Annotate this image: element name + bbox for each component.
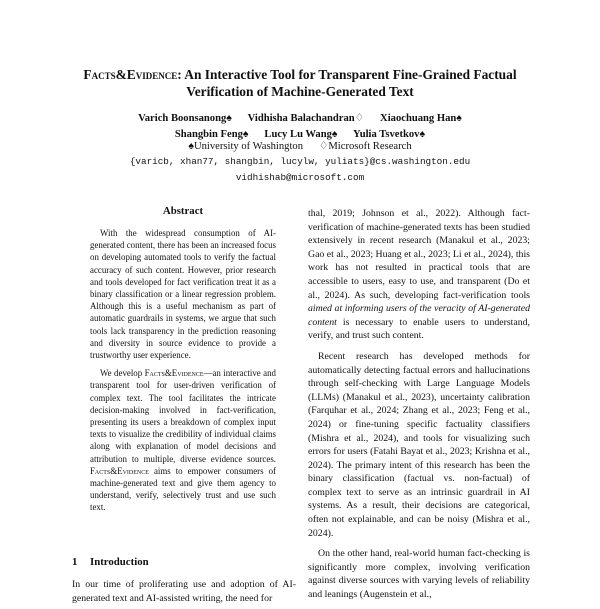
abstract-tool-name: Facts&Evidence — [144, 368, 204, 379]
abstract-p2-text-2: aims to empower consumers of machine-generated text and give them agency to understand, verify, selectively trust and use such text. — [90, 465, 276, 513]
section-title: Introduction — [90, 556, 149, 568]
abstract-paragraph-1: With the widespread consumption of AI-generated content, there has been an increased focus on developing automated tools to verify the factual accuracy of such content. However, prior research and tools developed for fact verification treat it as a binary classification or a linear regression problem. Although this is a useful mechanism as part of automatic guardrails in systems, we argue that such tools lack transparency in the prediction reasoning and diversity in source evidence to provide a trustworthy user experience. — [90, 228, 276, 361]
email-block — [60, 154, 540, 185]
affiliations: ♠University of Washington ♢Microsoft Research — [188, 141, 412, 152]
body-p1-text: thal, 2019; Johnson et al., 2022). Although fact-verification of machine-generated texts has been studied extensively in recent research (Manakul et al., 2023; Gao et al., 2023; Huang et al., 2023; Li et al., 2024), this work has not resulted in practical tools that are accessible to users, easy to use, and transparent (Do et al., 2024). As such, developing fact-verification tools — [308, 208, 530, 301]
abstract-heading: Abstract — [162, 205, 204, 217]
email-line-1: {varicb, xhan77, shangbin, lucylw, yuliats}@cs.washington.edu — [129, 156, 471, 167]
author-list — [60, 111, 540, 142]
abstract-paragraph-2 — [90, 367, 276, 513]
abstract-body — [90, 227, 276, 520]
email-line-2: vidhishab@microsoft.com — [235, 171, 365, 183]
body-p1-emphasis: aimed at informing users of the veracity of AI-generated content — [308, 303, 530, 328]
body-paragraph-3: On the other hand, real-world human fact-checking is significantly more complex, involving verification against diverse sources with varying levels of reliability and leanings (Augenstein et al., — [308, 548, 530, 601]
abstract-p2-intro: We develop — [100, 368, 145, 379]
body-paragraph-2: Recent research has developed methods for automatically detecting factual errors and hallucinations through self-checking with Large Language Models (LLMs) (Manakul et al., 2023), uncertainty calibration (Farquhar et al., 2024; Zhang et al., 2023; Feng et al., 2024) or fine-tuning specific factuality classifiers (Mishra et al., 2024), and tools for visualizing such errors for users (Fatahi Bayat et al., 2023; Krishna et al., 2024). The primary intent of this research has been the binary classification (factual vs. non-factual) of complex text to serve as an intrinsic guardrail in AI systems. As a result, their decisions are categorical, often not explainable, and can be noisy (Mishra et al., 2024). — [308, 350, 530, 539]
tool-name: Facts&Evidence — [83, 67, 178, 82]
intro-paragraph: In our time of proliferating use and adoption of AI-generated text and AI-assisted writing, the need for — [72, 579, 296, 604]
abstract-tool-name-2: Facts&Evidence — [90, 465, 149, 476]
section-heading-introduction — [72, 556, 292, 568]
body-p1-end: is necessary to enable users to understand, verify, and trust such content. — [308, 316, 530, 342]
abstract-p2-text: —an interactive and transparent tool for user-driven verification of complex text. The tool facilitates the intricate decision-making involved in fact-verification, presenting its users a breakdown of complex input texts to visualize the credibility of individual claims along with explanation of model decisions and attribution to multiple, diverse evidence sources. — [90, 368, 276, 464]
intro-body — [72, 578, 296, 605]
authors-line-1: Varich Boonsanong♠ Vidhisha Balachandran♢ Xiaochuang Han♠ — [138, 113, 462, 124]
section-number: 1 — [72, 556, 78, 568]
paper-title — [60, 66, 540, 100]
authors-line-2: Shangbin Feng♠ Lucy Lu Wang♠ Yulia Tsvetkov♠ — [174, 128, 426, 140]
title-text: : An Interactive Tool for Transparent Fine-Grained Factual Verification of Machine-Generated Text — [177, 67, 517, 99]
right-column — [308, 207, 530, 609]
body-paragraph-1 — [308, 207, 530, 343]
